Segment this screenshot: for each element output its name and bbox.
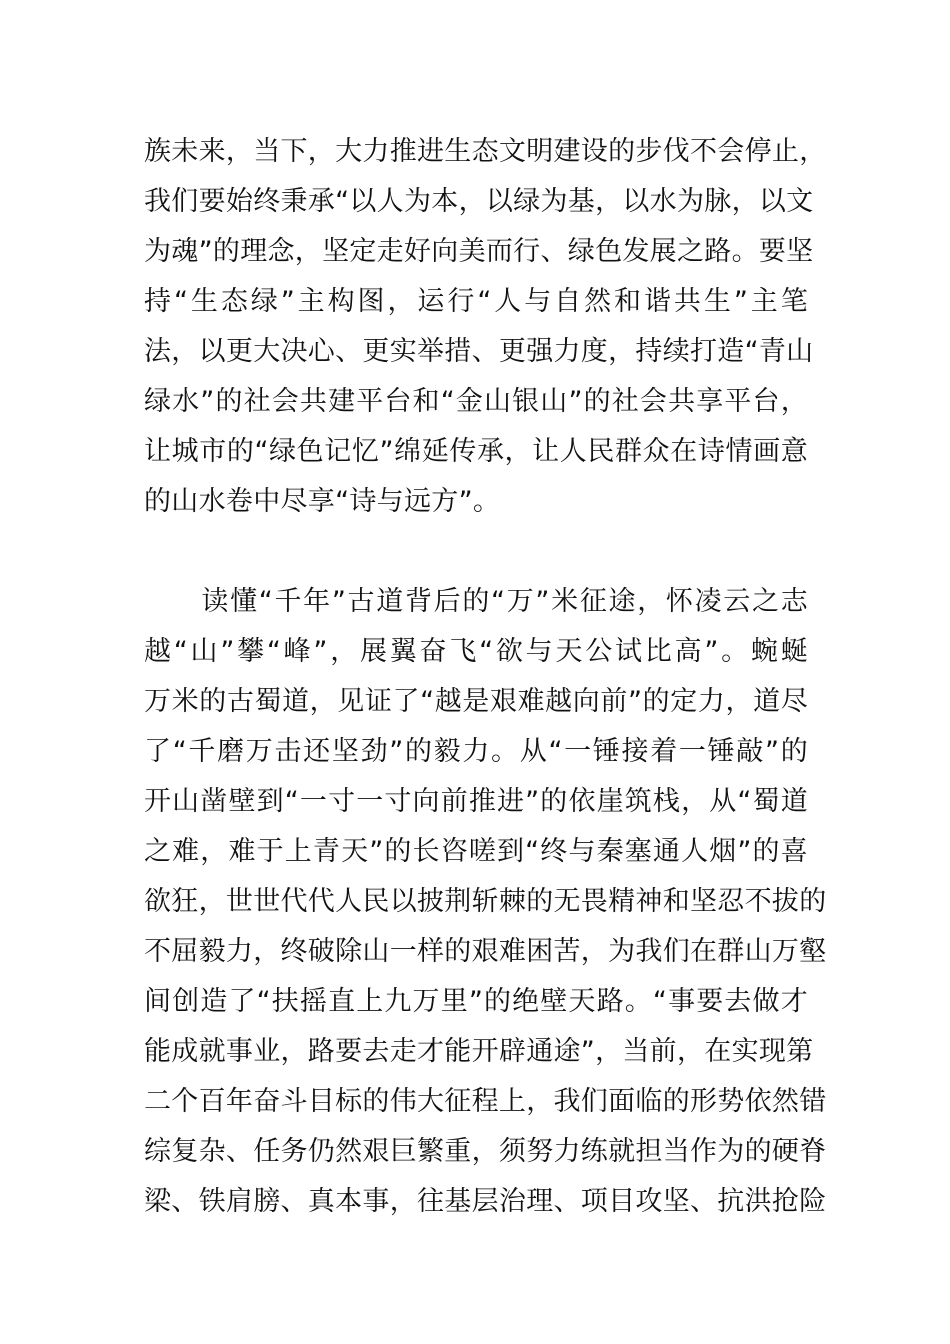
text-line: 二个百年奋斗目标的伟大征程上，我们面临的形势依然错 — [144, 1086, 827, 1117]
text-line: 间创造了“扶摇直上九万里”的绝壁天路。“事要去做才 — [144, 986, 808, 1017]
text-line: 让城市的“绿色记忆”绵延传承，让人民群众在诗情画意 — [144, 436, 808, 467]
text-line: 之难，难于上青天”的长咨嗟到“终与秦塞通人烟”的喜 — [144, 836, 808, 867]
text-line: 了“千磨万击还坚劲”的毅力。从“一锤接着一锤敲”的 — [144, 736, 808, 767]
text-line: 万米的古蜀道，见证了“越是艰难越向前”的定力，道尽 — [144, 686, 808, 717]
text-line: 越“山”攀“峰”，展翼奋飞“欲与天公试比高”。蜿蜒 — [144, 636, 808, 667]
text-line: 我们要始终秉承“以人为本，以绿为基，以水为脉，以文 — [144, 186, 814, 217]
paragraph-1 — [144, 127, 827, 527]
paragraph-2 — [144, 577, 827, 1227]
text-line: 读懂“千年”古道背后的“万”米征途，怀凌云之志 — [144, 586, 808, 617]
text-line: 不屈毅力，终破除山一样的艰难困苦，为我们在群山万壑 — [144, 936, 827, 967]
text-line: 开山凿壁到“一寸一寸向前推进”的依崖筑栈，从“蜀道 — [144, 786, 808, 817]
text-line: 能成就事业，路要去走才能开辟通途”，当前，在实现第 — [144, 1036, 814, 1067]
text-line: 欲狂，世世代代人民以披荆斩棘的无畏精神和坚忍不拔的 — [144, 886, 827, 917]
text-line: 梁、铁肩膀、真本事，往基层治理、项目攻坚、抗洪抢险 — [144, 1186, 827, 1217]
text-line: 为魂”的理念，坚定走好向美而行、绿色发展之路。要坚 — [144, 236, 814, 267]
text-line: 持“生态绿”主构图，运行“人与自然和谐共生”主笔 — [144, 286, 808, 317]
text-line: 综复杂、任务仍然艰巨繁重，须努力练就担当作为的硬脊 — [144, 1136, 827, 1167]
text-line: 的山水卷中尽享“诗与远方”。 — [144, 486, 501, 517]
text-line: 法，以更大决心、更实举措、更强力度，持续打造“青山 — [144, 336, 814, 367]
text-line: 绿水”的社会共建平台和“金山银山”的社会共享平台， — [144, 386, 808, 417]
text-line: 族未来，当下，大力推进生态文明建设的步伐不会停止， — [144, 136, 827, 167]
